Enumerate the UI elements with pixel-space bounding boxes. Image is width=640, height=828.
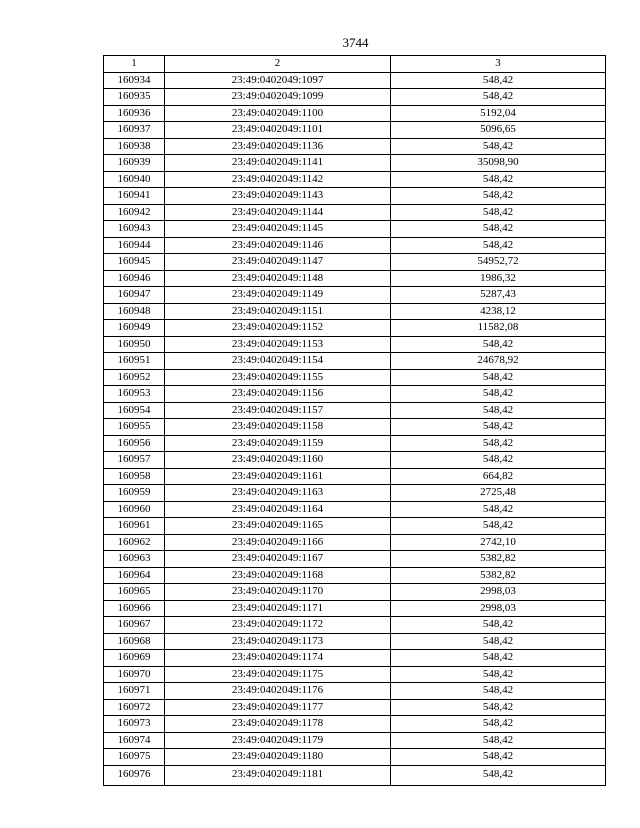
table-row	[104, 320, 606, 337]
row-number-cell: 160973	[104, 716, 165, 733]
table-row	[104, 254, 606, 271]
value-cell: 664,82	[391, 468, 606, 485]
table-row	[104, 105, 606, 122]
cadastral-number-cell: 23:49:0402049:1160	[165, 452, 391, 469]
table-row	[104, 617, 606, 634]
value-cell: 5192,04	[391, 105, 606, 122]
cadastral-number-cell: 23:49:0402049:1155	[165, 369, 391, 386]
table-row	[104, 435, 606, 452]
row-number-cell: 160960	[104, 501, 165, 518]
value-cell: 548,42	[391, 89, 606, 106]
row-number-cell: 160950	[104, 336, 165, 353]
page-number: 3744	[342, 35, 369, 50]
row-number-cell: 160945	[104, 254, 165, 271]
table-row	[104, 699, 606, 716]
cadastral-number-cell: 23:49:0402049:1165	[165, 518, 391, 535]
table-row	[104, 204, 606, 221]
cadastral-number-cell: 23:49:0402049:1167	[165, 551, 391, 568]
cadastral-number-cell: 23:49:0402049:1136	[165, 138, 391, 155]
cadastral-number-cell: 23:49:0402049:1181	[165, 765, 391, 785]
value-cell: 548,42	[391, 716, 606, 733]
row-number-cell: 160956	[104, 435, 165, 452]
table-row	[104, 765, 606, 785]
cadastral-number-cell: 23:49:0402049:1159	[165, 435, 391, 452]
value-cell: 548,42	[391, 699, 606, 716]
table-row	[104, 683, 606, 700]
value-cell: 548,42	[391, 501, 606, 518]
cadastral-number-cell: 23:49:0402049:1166	[165, 534, 391, 551]
value-cell: 548,42	[391, 419, 606, 436]
value-cell: 2998,03	[391, 584, 606, 601]
table-row	[104, 89, 606, 106]
table-row	[104, 188, 606, 205]
value-cell: 2742,10	[391, 534, 606, 551]
cadastral-number-cell: 23:49:0402049:1152	[165, 320, 391, 337]
cadastral-number-cell: 23:49:0402049:1141	[165, 155, 391, 172]
table-row	[104, 386, 606, 403]
row-number-cell: 160965	[104, 584, 165, 601]
value-cell: 5287,43	[391, 287, 606, 304]
row-number-cell: 160967	[104, 617, 165, 634]
row-number-cell: 160937	[104, 122, 165, 139]
cadastral-number-cell: 23:49:0402049:1175	[165, 666, 391, 683]
cadastral-number-cell: 23:49:0402049:1158	[165, 419, 391, 436]
value-cell: 548,42	[391, 369, 606, 386]
cadastral-number-cell: 23:49:0402049:1171	[165, 600, 391, 617]
table-row	[104, 732, 606, 749]
table-row	[104, 237, 606, 254]
row-number-cell: 160971	[104, 683, 165, 700]
row-number-cell: 160951	[104, 353, 165, 370]
table-row	[104, 369, 606, 386]
value-cell: 548,42	[391, 732, 606, 749]
value-cell: 35098,90	[391, 155, 606, 172]
table-row	[104, 155, 606, 172]
row-number-cell: 160964	[104, 567, 165, 584]
value-cell: 548,42	[391, 188, 606, 205]
row-number-cell: 160939	[104, 155, 165, 172]
row-number-cell: 160943	[104, 221, 165, 238]
table-row	[104, 138, 606, 155]
cadastral-number-cell: 23:49:0402049:1145	[165, 221, 391, 238]
row-number-cell: 160969	[104, 650, 165, 667]
cadastral-number-cell: 23:49:0402049:1177	[165, 699, 391, 716]
row-number-cell: 160934	[104, 72, 165, 89]
table-row	[104, 584, 606, 601]
value-cell: 2998,03	[391, 600, 606, 617]
row-number-cell: 160961	[104, 518, 165, 535]
cadastral-number-cell: 23:49:0402049:1156	[165, 386, 391, 403]
cadastral-number-cell: 23:49:0402049:1168	[165, 567, 391, 584]
row-number-cell: 160946	[104, 270, 165, 287]
row-number-cell: 160944	[104, 237, 165, 254]
value-cell: 548,42	[391, 749, 606, 766]
cadastral-number-cell: 23:49:0402049:1170	[165, 584, 391, 601]
value-cell: 1986,32	[391, 270, 606, 287]
value-cell: 548,42	[391, 765, 606, 785]
value-cell: 4238,12	[391, 303, 606, 320]
row-number-cell: 160962	[104, 534, 165, 551]
table-row	[104, 485, 606, 502]
cadastral-number-cell: 23:49:0402049:1100	[165, 105, 391, 122]
row-number-cell: 160955	[104, 419, 165, 436]
cadastral-number-cell: 23:49:0402049:1147	[165, 254, 391, 271]
cadastral-number-cell: 23:49:0402049:1142	[165, 171, 391, 188]
table-row	[104, 600, 606, 617]
row-number-cell: 160959	[104, 485, 165, 502]
value-cell: 5096,65	[391, 122, 606, 139]
row-number-cell: 160949	[104, 320, 165, 337]
table-row	[104, 419, 606, 436]
cadastral-number-cell: 23:49:0402049:1157	[165, 402, 391, 419]
value-cell: 54952,72	[391, 254, 606, 271]
value-cell: 548,42	[391, 72, 606, 89]
row-number-cell: 160966	[104, 600, 165, 617]
table-row	[104, 468, 606, 485]
value-cell: 548,42	[391, 237, 606, 254]
table-row	[104, 336, 606, 353]
value-cell: 548,42	[391, 617, 606, 634]
row-number-cell: 160954	[104, 402, 165, 419]
value-cell: 548,42	[391, 171, 606, 188]
table-row	[104, 551, 606, 568]
row-number-cell: 160952	[104, 369, 165, 386]
cadastral-number-cell: 23:49:0402049:1180	[165, 749, 391, 766]
value-cell: 548,42	[391, 221, 606, 238]
cadastral-number-cell: 23:49:0402049:1178	[165, 716, 391, 733]
row-number-cell: 160938	[104, 138, 165, 155]
value-cell: 548,42	[391, 633, 606, 650]
table-row	[104, 716, 606, 733]
row-number-cell: 160935	[104, 89, 165, 106]
cadastral-number-cell: 23:49:0402049:1172	[165, 617, 391, 634]
table-row	[104, 303, 606, 320]
row-number-cell: 160953	[104, 386, 165, 403]
table-body	[104, 72, 606, 785]
table-header	[104, 56, 606, 73]
value-cell: 548,42	[391, 683, 606, 700]
cadastral-number-cell: 23:49:0402049:1153	[165, 336, 391, 353]
row-number-cell: 160968	[104, 633, 165, 650]
cadastral-number-cell: 23:49:0402049:1143	[165, 188, 391, 205]
table-row	[104, 567, 606, 584]
header-row	[104, 56, 606, 73]
table-row	[104, 353, 606, 370]
value-cell: 548,42	[391, 452, 606, 469]
row-number-cell: 160958	[104, 468, 165, 485]
column-header-1: 1	[104, 56, 165, 73]
column-header-3: 3	[391, 56, 606, 73]
cadastral-number-cell: 23:49:0402049:1179	[165, 732, 391, 749]
cadastral-number-cell: 23:49:0402049:1173	[165, 633, 391, 650]
value-cell: 5382,82	[391, 567, 606, 584]
cadastral-number-cell: 23:49:0402049:1163	[165, 485, 391, 502]
value-cell: 548,42	[391, 204, 606, 221]
row-number-cell: 160936	[104, 105, 165, 122]
value-cell: 548,42	[391, 650, 606, 667]
table-row	[104, 171, 606, 188]
row-number-cell: 160963	[104, 551, 165, 568]
row-number-cell: 160947	[104, 287, 165, 304]
cadastral-number-cell: 23:49:0402049:1161	[165, 468, 391, 485]
cadastral-number-cell: 23:49:0402049:1176	[165, 683, 391, 700]
value-cell: 548,42	[391, 402, 606, 419]
land-registry-table	[103, 55, 606, 786]
table-row	[104, 402, 606, 419]
table-row	[104, 287, 606, 304]
cadastral-number-cell: 23:49:0402049:1154	[165, 353, 391, 370]
table-row	[104, 650, 606, 667]
row-number-cell: 160942	[104, 204, 165, 221]
cadastral-number-cell: 23:49:0402049:1164	[165, 501, 391, 518]
table-row	[104, 666, 606, 683]
cadastral-number-cell: 23:49:0402049:1174	[165, 650, 391, 667]
value-cell: 548,42	[391, 666, 606, 683]
cadastral-number-cell: 23:49:0402049:1101	[165, 122, 391, 139]
cadastral-number-cell: 23:49:0402049:1149	[165, 287, 391, 304]
value-cell: 548,42	[391, 386, 606, 403]
table-row	[104, 452, 606, 469]
row-number-cell: 160974	[104, 732, 165, 749]
table-row	[104, 122, 606, 139]
value-cell: 11582,08	[391, 320, 606, 337]
table-row	[104, 534, 606, 551]
row-number-cell: 160970	[104, 666, 165, 683]
row-number-cell: 160975	[104, 749, 165, 766]
row-number-cell: 160972	[104, 699, 165, 716]
value-cell: 548,42	[391, 336, 606, 353]
table-row	[104, 221, 606, 238]
row-number-cell: 160948	[104, 303, 165, 320]
value-cell: 2725,48	[391, 485, 606, 502]
table-row	[104, 72, 606, 89]
row-number-cell: 160957	[104, 452, 165, 469]
column-header-2: 2	[165, 56, 391, 73]
value-cell: 5382,82	[391, 551, 606, 568]
cadastral-number-cell: 23:49:0402049:1148	[165, 270, 391, 287]
table-row	[104, 633, 606, 650]
cadastral-number-cell: 23:49:0402049:1099	[165, 89, 391, 106]
table-row	[104, 749, 606, 766]
table-row	[104, 501, 606, 518]
row-number-cell: 160976	[104, 765, 165, 785]
cadastral-number-cell: 23:49:0402049:1144	[165, 204, 391, 221]
cadastral-number-cell: 23:49:0402049:1097	[165, 72, 391, 89]
value-cell: 548,42	[391, 435, 606, 452]
cadastral-number-cell: 23:49:0402049:1146	[165, 237, 391, 254]
row-number-cell: 160940	[104, 171, 165, 188]
cadastral-number-cell: 23:49:0402049:1151	[165, 303, 391, 320]
row-number-cell: 160941	[104, 188, 165, 205]
value-cell: 548,42	[391, 518, 606, 535]
table-row	[104, 518, 606, 535]
table-row	[104, 270, 606, 287]
value-cell: 548,42	[391, 138, 606, 155]
value-cell: 24678,92	[391, 353, 606, 370]
